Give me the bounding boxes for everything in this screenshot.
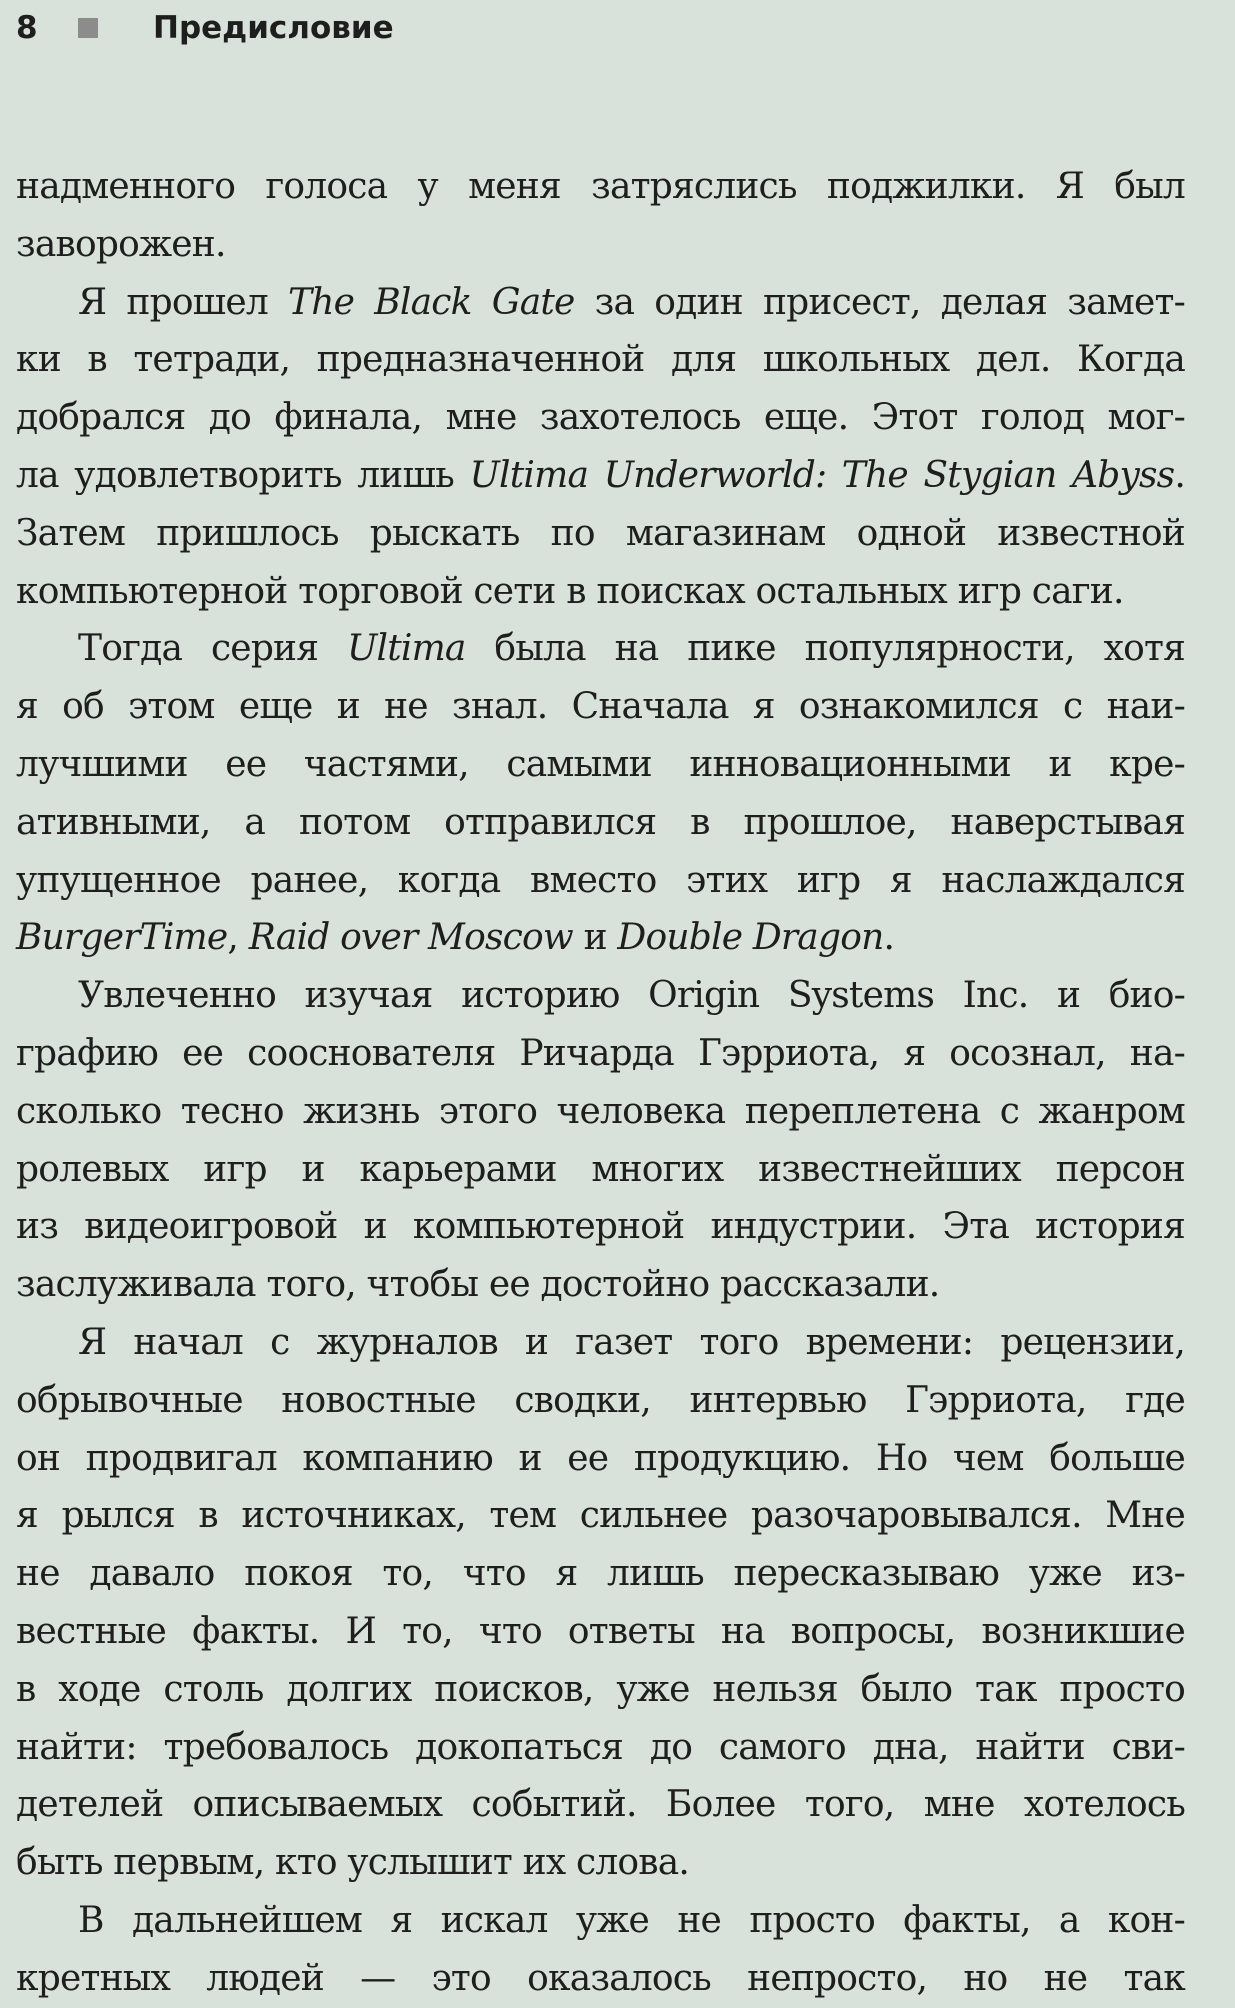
game-title: Double Dragon [617, 917, 884, 959]
text-line [16, 620, 1185, 678]
text-line: обрывочные новостные сводки, интервью Гэрриота, где [16, 1379, 1185, 1421]
page-number: 8 [16, 10, 38, 46]
text-line: упущенное ранее, когда вместо этих игр я наслаждался [16, 859, 1185, 901]
text-run: за один присест, делая замет- [574, 281, 1185, 323]
text-line [16, 447, 1185, 505]
header-square-icon [78, 18, 98, 38]
text-line: Я начал с журналов и газет того времени: рецензии, [78, 1321, 1185, 1363]
text-line: детелей описываемых событий. Более того, мне хотелось [16, 1784, 1185, 1826]
text-line: я об этом еще и не знал. Сначала я ознакомился с наи- [16, 686, 1185, 728]
text-run: . [883, 917, 895, 959]
text-run: Тогда серия [78, 628, 347, 670]
text-line: компьютерной торговой сети в поисках остальных игр саги. [16, 570, 1124, 612]
text-line [16, 909, 1185, 967]
text-run: ла удовлетворить лишь [16, 454, 470, 496]
text-line: заслуживала того, чтобы ее достойно рассказали. [16, 1264, 940, 1306]
text-run: была на пике популярности, хотя [465, 628, 1185, 670]
game-title: BurgerTime [16, 917, 228, 959]
text-line: быть первым, кто услышит их слова. [16, 1842, 690, 1884]
text-line: ролевых игр и карьерами многих известнейших персон [16, 1148, 1185, 1190]
text-line: он продвигал компанию и ее продукцию. Но чем больше [16, 1437, 1185, 1479]
text-line: заворожен. [16, 223, 226, 265]
text-line: не давало покоя то, что я лишь пересказываю уже из- [16, 1553, 1185, 1595]
text-run: . [1174, 454, 1185, 496]
text-line: лучшими ее частями, самыми инновационными и кре- [16, 743, 1185, 785]
text-line: сколько тесно жизнь этого человека переплетена с жанром [16, 1090, 1185, 1132]
text-line: я рылся в источниках, тем сильнее разочаровывался. Мне [16, 1495, 1185, 1537]
text-line [16, 274, 1185, 332]
game-title: The Black Gate [288, 281, 575, 323]
text-line: ки в тетради, предназначенной для школьных дел. Когда [16, 339, 1185, 381]
text-line: надменного голоса у меня затряслись поджилки. Я был [16, 166, 1185, 207]
game-title: Ultima [346, 628, 466, 670]
game-title: Ultima Underworld: The Stygian Abyss [469, 454, 1175, 496]
text-run: Я прошел [78, 281, 289, 323]
text-line: Затем пришлось рыскать по магазинам одной известной [16, 512, 1185, 554]
text-line: в ходе столь долгих поисков, уже нельзя было так просто [16, 1668, 1185, 1710]
text-line: кретных людей — это оказалось непросто, но не так [16, 1957, 1185, 1999]
game-title: Raid over Moscow [248, 917, 573, 959]
text-line: Увлеченно изучая историю Origin Systems Inc. и био- [78, 975, 1185, 1017]
text-line: В дальнейшем я искал уже не просто факты, а кон- [78, 1899, 1185, 1941]
text-line: найти: требовалось докопаться до самого дна, найти сви- [16, 1726, 1185, 1768]
text-line: ативными, а потом отправился в прошлое, наверстывая [16, 801, 1185, 843]
text-line: из видеоигровой и компьютерной индустрии. Эта история [16, 1206, 1185, 1248]
text-line: добрался до финала, мне захотелось еще. Этот голод мог- [16, 397, 1185, 439]
running-header [16, 6, 394, 50]
text-line: графию ее сооснователя Ричарда Гэрриота, я осознал, на- [16, 1032, 1185, 1074]
text-line: вестные факты. И то, что ответы на вопросы, возникшие [16, 1610, 1185, 1652]
section-title: Предисловие [153, 10, 394, 46]
text-run: и [572, 917, 618, 959]
text-run: , [227, 917, 249, 959]
body-text [16, 158, 1185, 2008]
